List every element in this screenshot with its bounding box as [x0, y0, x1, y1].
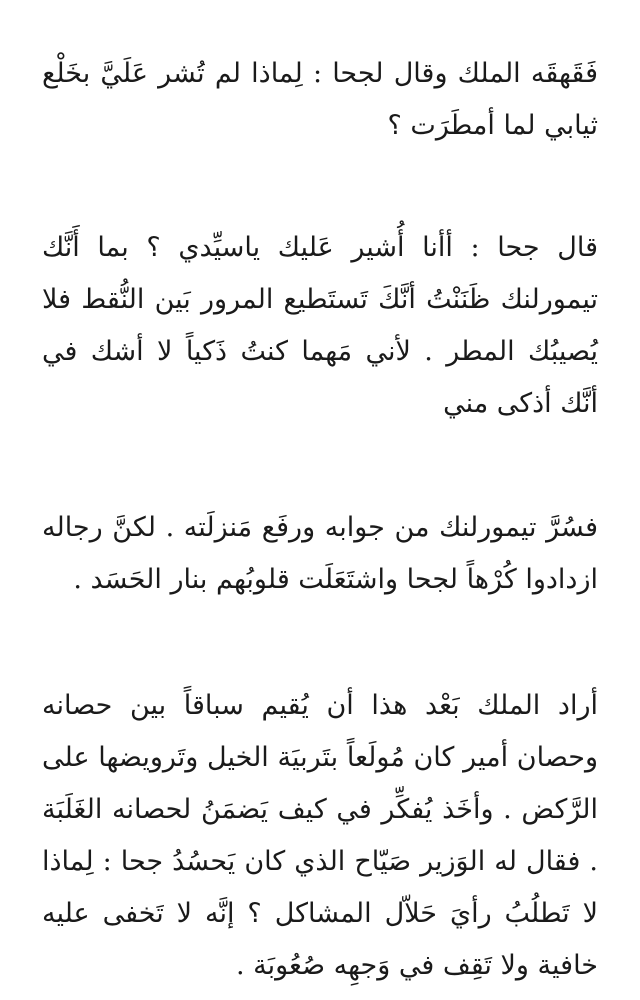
- paragraph-1: فَقَهقَه الملك وقال لجحا : لِماذا لم تُشر عَلَيَّ بخَلْع ثيابي لما أمطَرَت ؟: [42, 58, 598, 141]
- paragraph-4: أراد الملك بَعْد هذا أن يُقيم سباقاً بين حصانه وحصان أمير كان مُولَعاً بتَربيَة الخيل وتَرويضها على الرَّكض . وأخَذ يُفكِّر في كيف يَضمَنُ لحصانه الغَلَبَة . فقال له الوَزير صَيّاح الذي كان يَحسُدُ جحا : لِماذا لا تَطلُبُ رأيَ حَلاّل المشاكل ؟ إنَّه لا تَخفى عليه خافية ولا تَقِف في وَجهِه صُعُوبَة .: [42, 690, 598, 981]
- paragraph-2: قال جحا : أأنا أُشير عَليك ياسيِّدي ؟ بما أَنَّك تيمورلنك ظَنَنْتُ أنَّكَ تَستَطيع المرور بَين النُّقط فلا يُصيبُك المطر . لأني مَهما كنتُ ذَكياً لا أشك في أنَّك أذكى مني: [42, 232, 598, 419]
- paragraph-3: فسُرَّ تيمورلنك من جوابه ورفَع مَنزلَته . لكنَّ رجاله ازدادوا كُرْهاً لجحا واشتَعَلَت قلوبُهم بنار الحَسَد .: [42, 512, 598, 595]
